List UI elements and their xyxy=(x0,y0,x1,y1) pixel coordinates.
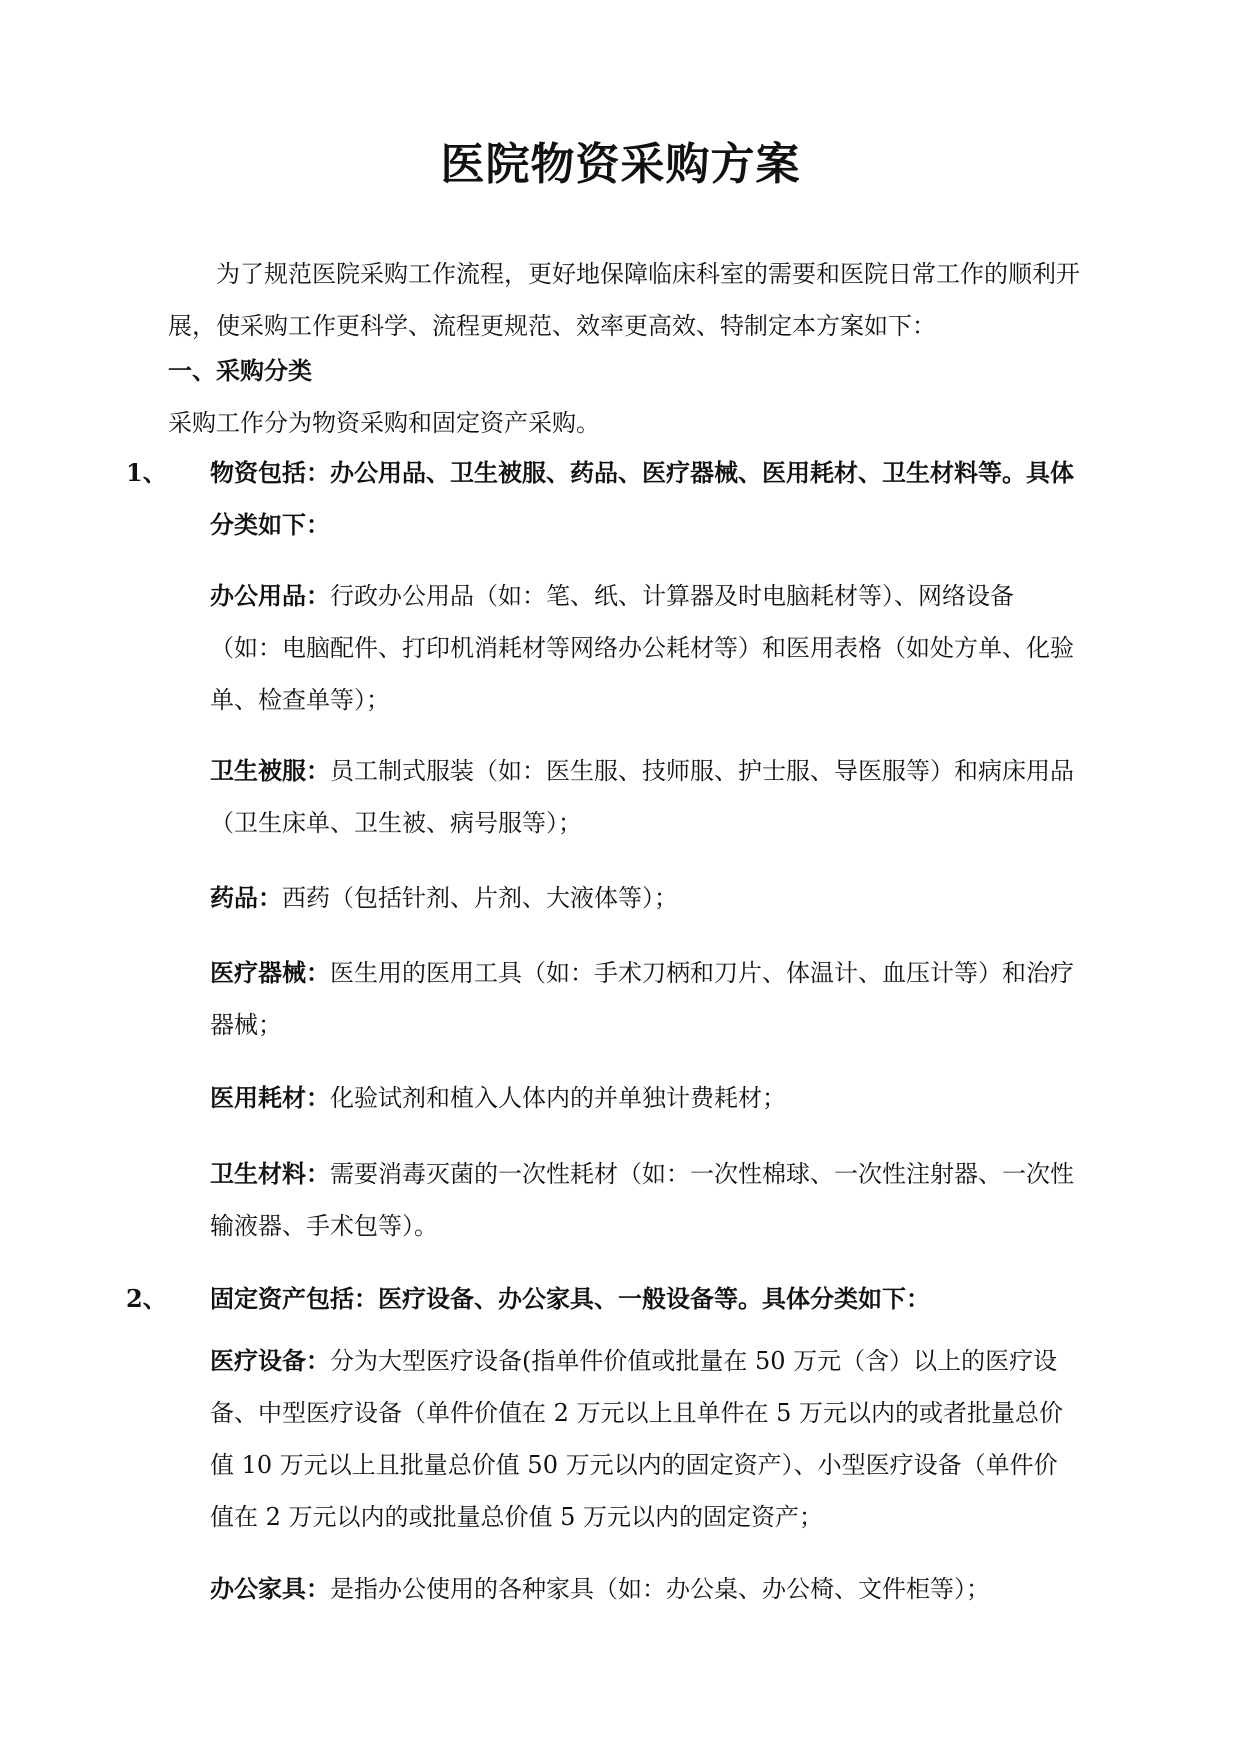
list-item-text: 固定资产包括：医疗设备、办公家具、一般设备等。具体分类如下： xyxy=(210,1284,930,1313)
list-item-number: 1、 xyxy=(126,458,167,487)
category-text: 化验试剂和植入人体内的并单独计费耗材； xyxy=(330,1084,786,1112)
category-text: 分为大型医疗设备(指单件价值或批量在 50 万元（含）以上的医疗设备、中型医疗设备（单件价值在 2 万元以上且单件在 5 万元以内的或者批量总价值 10 万元以上且批量总价值 50 万元以内的固定资产）、小型医疗设备（单件价值在 2 万元以内的或批量总价值 5 万元以内的固定资产； xyxy=(210,1347,1064,1531)
category-text: 西药（包括针剂、片剂、大液体等）； xyxy=(282,884,678,912)
category-label: 医用耗材： xyxy=(210,1083,330,1112)
list-item-text: 物资包括：办公用品、卫生被服、药品、医疗器械、医用耗材、卫生材料等。具体分类如下： xyxy=(210,458,1074,539)
list-item-goods xyxy=(126,447,1080,551)
goods-office-supplies xyxy=(210,570,1080,726)
category-label: 医疗器械： xyxy=(210,958,330,987)
section-heading: 一、采购分类 xyxy=(168,356,312,385)
assets-medical-equipment xyxy=(210,1335,1080,1543)
category-text: 医生用的医用工具（如：手术刀柄和刀片、体温计、血压计等）和治疗器械； xyxy=(210,959,1074,1039)
goods-medical-instruments xyxy=(210,947,1080,1051)
category-label: 医疗设备： xyxy=(210,1346,330,1375)
category-label: 药品： xyxy=(210,883,282,912)
category-text: 是指办公使用的各种家具（如：办公桌、办公椅、文件柜等）； xyxy=(330,1575,990,1603)
goods-drugs xyxy=(210,872,1080,924)
intro-paragraph: 为了规范医院采购工作流程，更好地保障临床科室的需要和医院日常工作的顺利开展，使采购工作更科学、流程更规范、效率更高效、特制定本方案如下： xyxy=(168,260,1080,340)
goods-sanitary-materials xyxy=(210,1148,1080,1252)
category-label: 办公家具： xyxy=(210,1574,330,1603)
category-text: 行政办公用品（如：笔、纸、计算器及时电脑耗材等）、网络设备（如：电脑配件、打印机消耗材等网络办公耗材等）和医用表格（如处方单、化验单、检查单等）； xyxy=(210,582,1074,714)
goods-medical-consumables xyxy=(210,1072,1080,1124)
assets-office-furniture xyxy=(210,1563,1080,1615)
list-item-number: 2、 xyxy=(126,1284,167,1313)
category-text: 员工制式服装（如：医生服、技师服、护士服、导医服等）和病床用品（卫生床单、卫生被、病号服等）； xyxy=(210,757,1074,837)
goods-sanitary-clothing xyxy=(210,745,1080,849)
category-label: 卫生材料： xyxy=(210,1159,330,1188)
list-item-goods-body xyxy=(126,447,1080,551)
category-label: 卫生被服： xyxy=(210,756,330,785)
section-summary: 采购工作分为物资采购和固定资产采购。 xyxy=(168,409,600,437)
document-title: 医院物资采购方案 xyxy=(440,139,801,190)
category-text: 需要消毒灭菌的一次性耗材（如：一次性棉球、一次性注射器、一次性输液器、手术包等）。 xyxy=(210,1160,1074,1240)
list-item-fixed-assets-body xyxy=(126,1273,1080,1325)
category-label: 办公用品： xyxy=(210,581,330,610)
list-item-fixed-assets xyxy=(126,1273,1080,1325)
